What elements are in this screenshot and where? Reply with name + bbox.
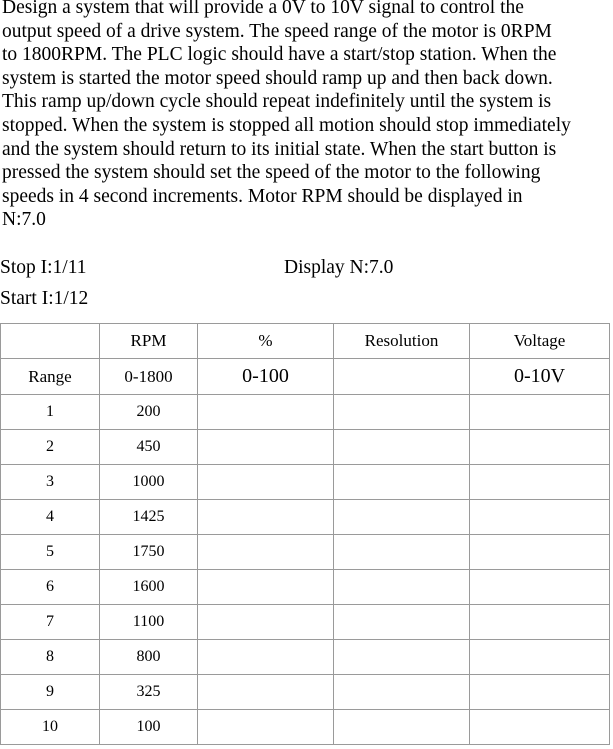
resolution-cell: [334, 430, 470, 465]
rpm-cell: 1000: [100, 465, 198, 500]
resolution-cell: [334, 675, 470, 710]
table-header-row: [1, 324, 610, 359]
header-cell-rpm: RPM: [100, 324, 198, 359]
voltage-cell: [470, 535, 610, 570]
range-voltage-cell: 0-10V: [470, 359, 610, 395]
percent-cell: [198, 675, 334, 710]
table-row: [1, 605, 610, 640]
resolution-cell: [334, 465, 470, 500]
table-row: [1, 395, 610, 430]
start-input-label: Start I:1/12: [0, 288, 89, 309]
problem-line: speeds in 4 second increments. Motor RPM should be displayed in: [2, 185, 523, 207]
display-register-label: Display N:7.0: [284, 257, 394, 278]
voltage-cell: [470, 570, 610, 605]
problem-line: and the system should return to its initial state. When the start button is: [2, 138, 557, 160]
rpm-cell: 1100: [100, 605, 198, 640]
speed-table: [0, 323, 610, 745]
step-cell: 1: [1, 395, 100, 430]
range-label-cell: Range: [1, 359, 100, 395]
table-row: [1, 675, 610, 710]
resolution-cell: [334, 395, 470, 430]
step-cell: 9: [1, 675, 100, 710]
problem-line: output speed of a drive system. The speed range of the motor is 0RPM: [2, 20, 552, 42]
header-cell-resolution: Resolution: [334, 324, 470, 359]
resolution-cell: [334, 605, 470, 640]
voltage-cell: [470, 500, 610, 535]
step-cell: 5: [1, 535, 100, 570]
percent-cell: [198, 710, 334, 745]
problem-line: This ramp up/down cycle should repeat indefinitely until the system is: [2, 91, 552, 113]
rpm-cell: 450: [100, 430, 198, 465]
resolution-cell: [334, 570, 470, 605]
rpm-cell: 100: [100, 710, 198, 745]
range-row: [1, 359, 610, 395]
rpm-cell: 325: [100, 675, 198, 710]
problem-line: Design a system that will provide a 0V to 10V signal to control the: [2, 0, 524, 18]
step-cell: 4: [1, 500, 100, 535]
step-cell: 10: [1, 710, 100, 745]
problem-line: stopped. When the system is stopped all motion should stop immediately: [2, 114, 571, 136]
header-cell: [1, 324, 100, 359]
rpm-cell: 800: [100, 640, 198, 675]
percent-cell: [198, 500, 334, 535]
range-percent-cell: 0-100: [198, 359, 334, 395]
rpm-cell: 200: [100, 395, 198, 430]
voltage-cell: [470, 395, 610, 430]
voltage-cell: [470, 430, 610, 465]
table-row: [1, 710, 610, 745]
header-cell-voltage: Voltage: [470, 324, 610, 359]
percent-cell: [198, 465, 334, 500]
problem-line: to 1800RPM. The PLC logic should have a start/stop station. When the: [2, 44, 557, 66]
step-cell: 6: [1, 570, 100, 605]
problem-line: system is started the motor speed should ramp up and then back down.: [2, 67, 553, 89]
step-cell: 8: [1, 640, 100, 675]
voltage-cell: [470, 675, 610, 710]
resolution-cell: [334, 500, 470, 535]
rpm-cell: 1750: [100, 535, 198, 570]
rpm-cell: 1425: [100, 500, 198, 535]
table-row: [1, 570, 610, 605]
table-row: [1, 430, 610, 465]
percent-cell: [198, 605, 334, 640]
header-cell-percent: %: [198, 324, 334, 359]
voltage-cell: [470, 605, 610, 640]
resolution-cell: [334, 535, 470, 570]
stop-input-label: Stop I:1/11: [0, 257, 87, 278]
step-cell: 2: [1, 430, 100, 465]
rpm-cell: 1600: [100, 570, 198, 605]
voltage-cell: [470, 465, 610, 500]
voltage-cell: [470, 710, 610, 745]
problem-line: N:7.0: [2, 209, 46, 231]
percent-cell: [198, 570, 334, 605]
percent-cell: [198, 640, 334, 675]
voltage-cell: [470, 640, 610, 675]
table-row: [1, 535, 610, 570]
table-row: [1, 465, 610, 500]
table-row: [1, 640, 610, 675]
range-rpm-cell: 0-1800: [100, 359, 198, 395]
range-resolution-cell: [334, 359, 470, 395]
percent-cell: [198, 430, 334, 465]
problem-line: pressed the system should set the speed of the motor to the following: [2, 162, 541, 184]
percent-cell: [198, 395, 334, 430]
percent-cell: [198, 535, 334, 570]
resolution-cell: [334, 640, 470, 675]
problem-statement: [2, 0, 613, 232]
table-row: [1, 500, 610, 535]
step-cell: 7: [1, 605, 100, 640]
step-cell: 3: [1, 465, 100, 500]
resolution-cell: [334, 710, 470, 745]
